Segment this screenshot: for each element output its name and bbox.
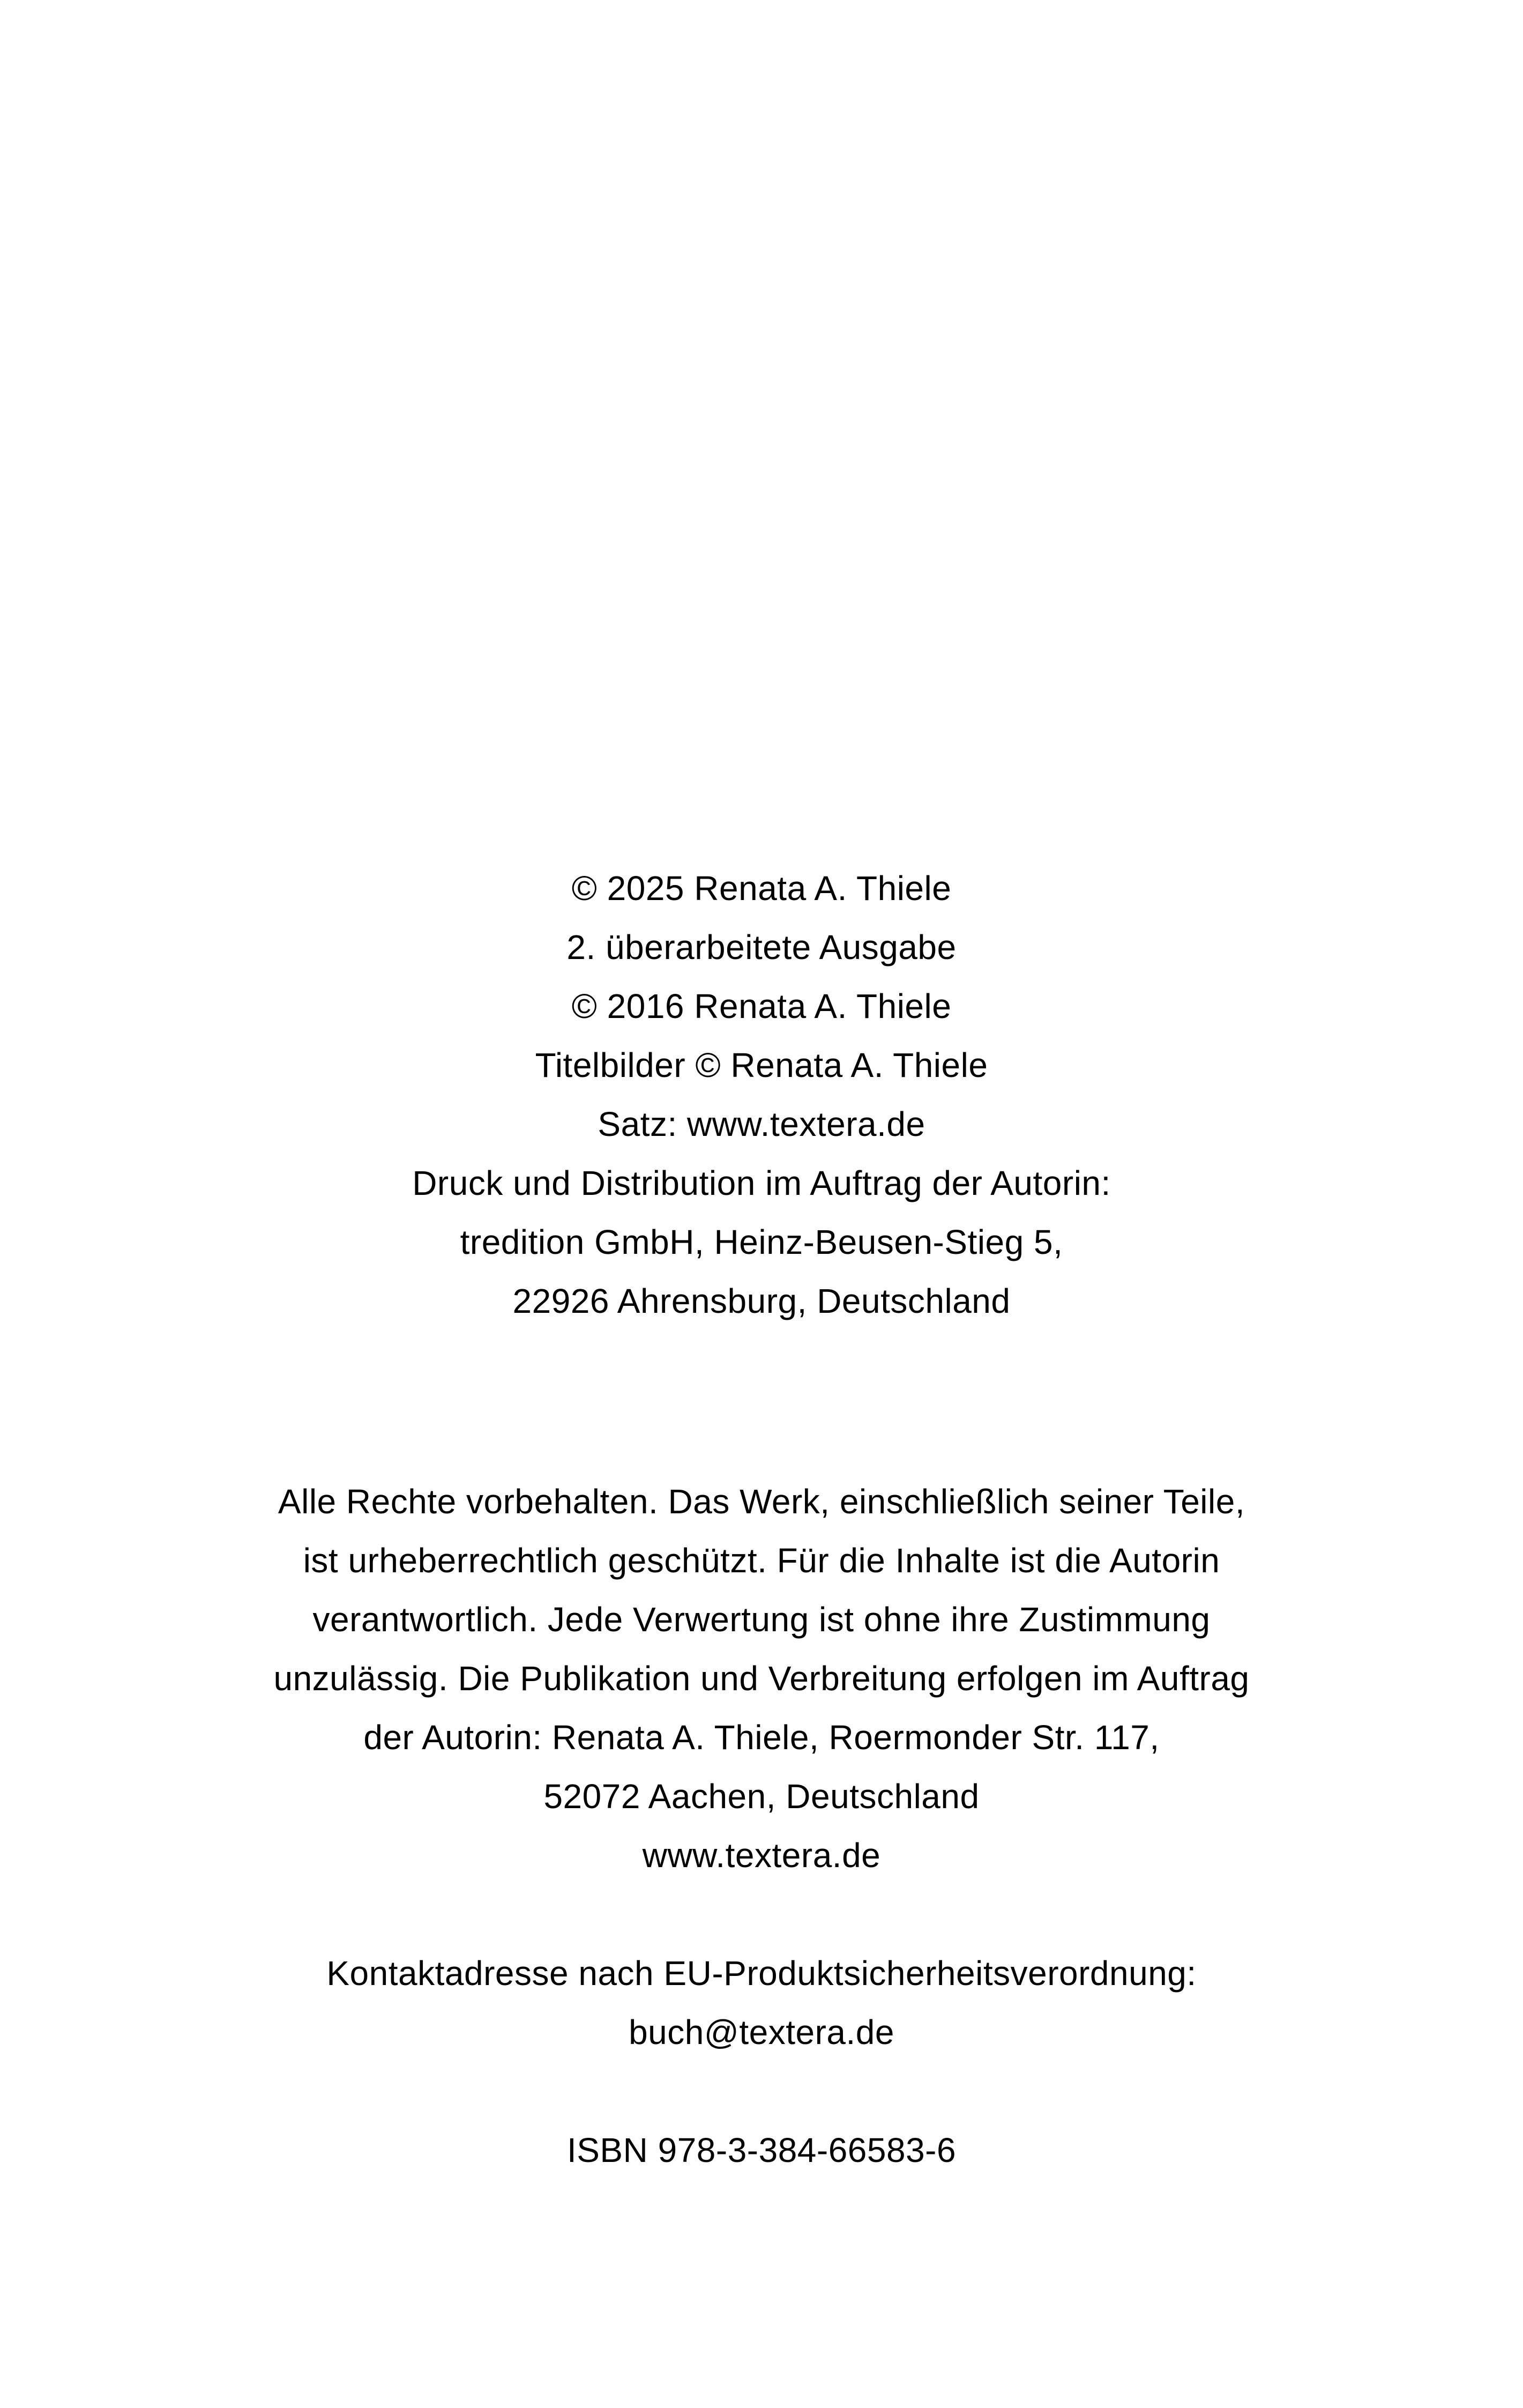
isbn-line: ISBN 978-3-384-66583-6	[566, 2131, 957, 2169]
cover-images-line: Titelbilder © Renata A. Thiele	[535, 1046, 988, 1084]
isbn-block	[0, 2121, 1523, 2180]
imprint-text	[0, 859, 1523, 2180]
copyright-block	[0, 859, 1523, 1331]
typesetting-line: Satz: www.textera.de	[598, 1105, 925, 1143]
rights-line-1: Alle Rechte vorbehalten. Das Werk, einschließlich seiner Teile,	[278, 1482, 1245, 1521]
ahrensburg-line: 22926 Ahrensburg, Deutschland	[512, 1282, 1011, 1320]
copyright-2016-line: © 2016 Renata A. Thiele	[571, 987, 952, 1025]
aachen-line: 52072 Aachen, Deutschland	[543, 1777, 980, 1816]
tredition-address-line: tredition GmbH, Heinz-Beusen-Stieg 5,	[460, 1223, 1063, 1261]
copyright-2025-line: © 2025 Renata A. Thiele	[571, 869, 952, 908]
rights-block	[0, 1472, 1523, 1885]
print-distribution-line: Druck und Distribution im Auftrag der Autorin:	[412, 1164, 1111, 1202]
author-address-line: der Autorin: Renata A. Thiele, Roermonder Str. 117,	[363, 1718, 1160, 1757]
rights-line-4: unzulässig. Die Publikation und Verbreitung erfolgen im Auftrag	[273, 1659, 1250, 1698]
eu-contact-label-line: Kontaktadresse nach EU-Produktsicherheitsverordnung:	[326, 1954, 1197, 1993]
edition-line: 2. überarbeitete Ausgabe	[566, 928, 957, 967]
rights-line-3: verantwortlich. Jede Verwertung ist ohne ihre Zustimmung	[312, 1600, 1211, 1639]
contact-email-line: buch@textera.de	[629, 2013, 894, 2052]
eu-contact-block	[0, 1944, 1523, 2062]
rights-line-2: ist urheberrechtlich geschützt. Für die Inhalte ist die Autorin	[303, 1541, 1220, 1580]
website-line: www.textera.de	[642, 1836, 881, 1875]
